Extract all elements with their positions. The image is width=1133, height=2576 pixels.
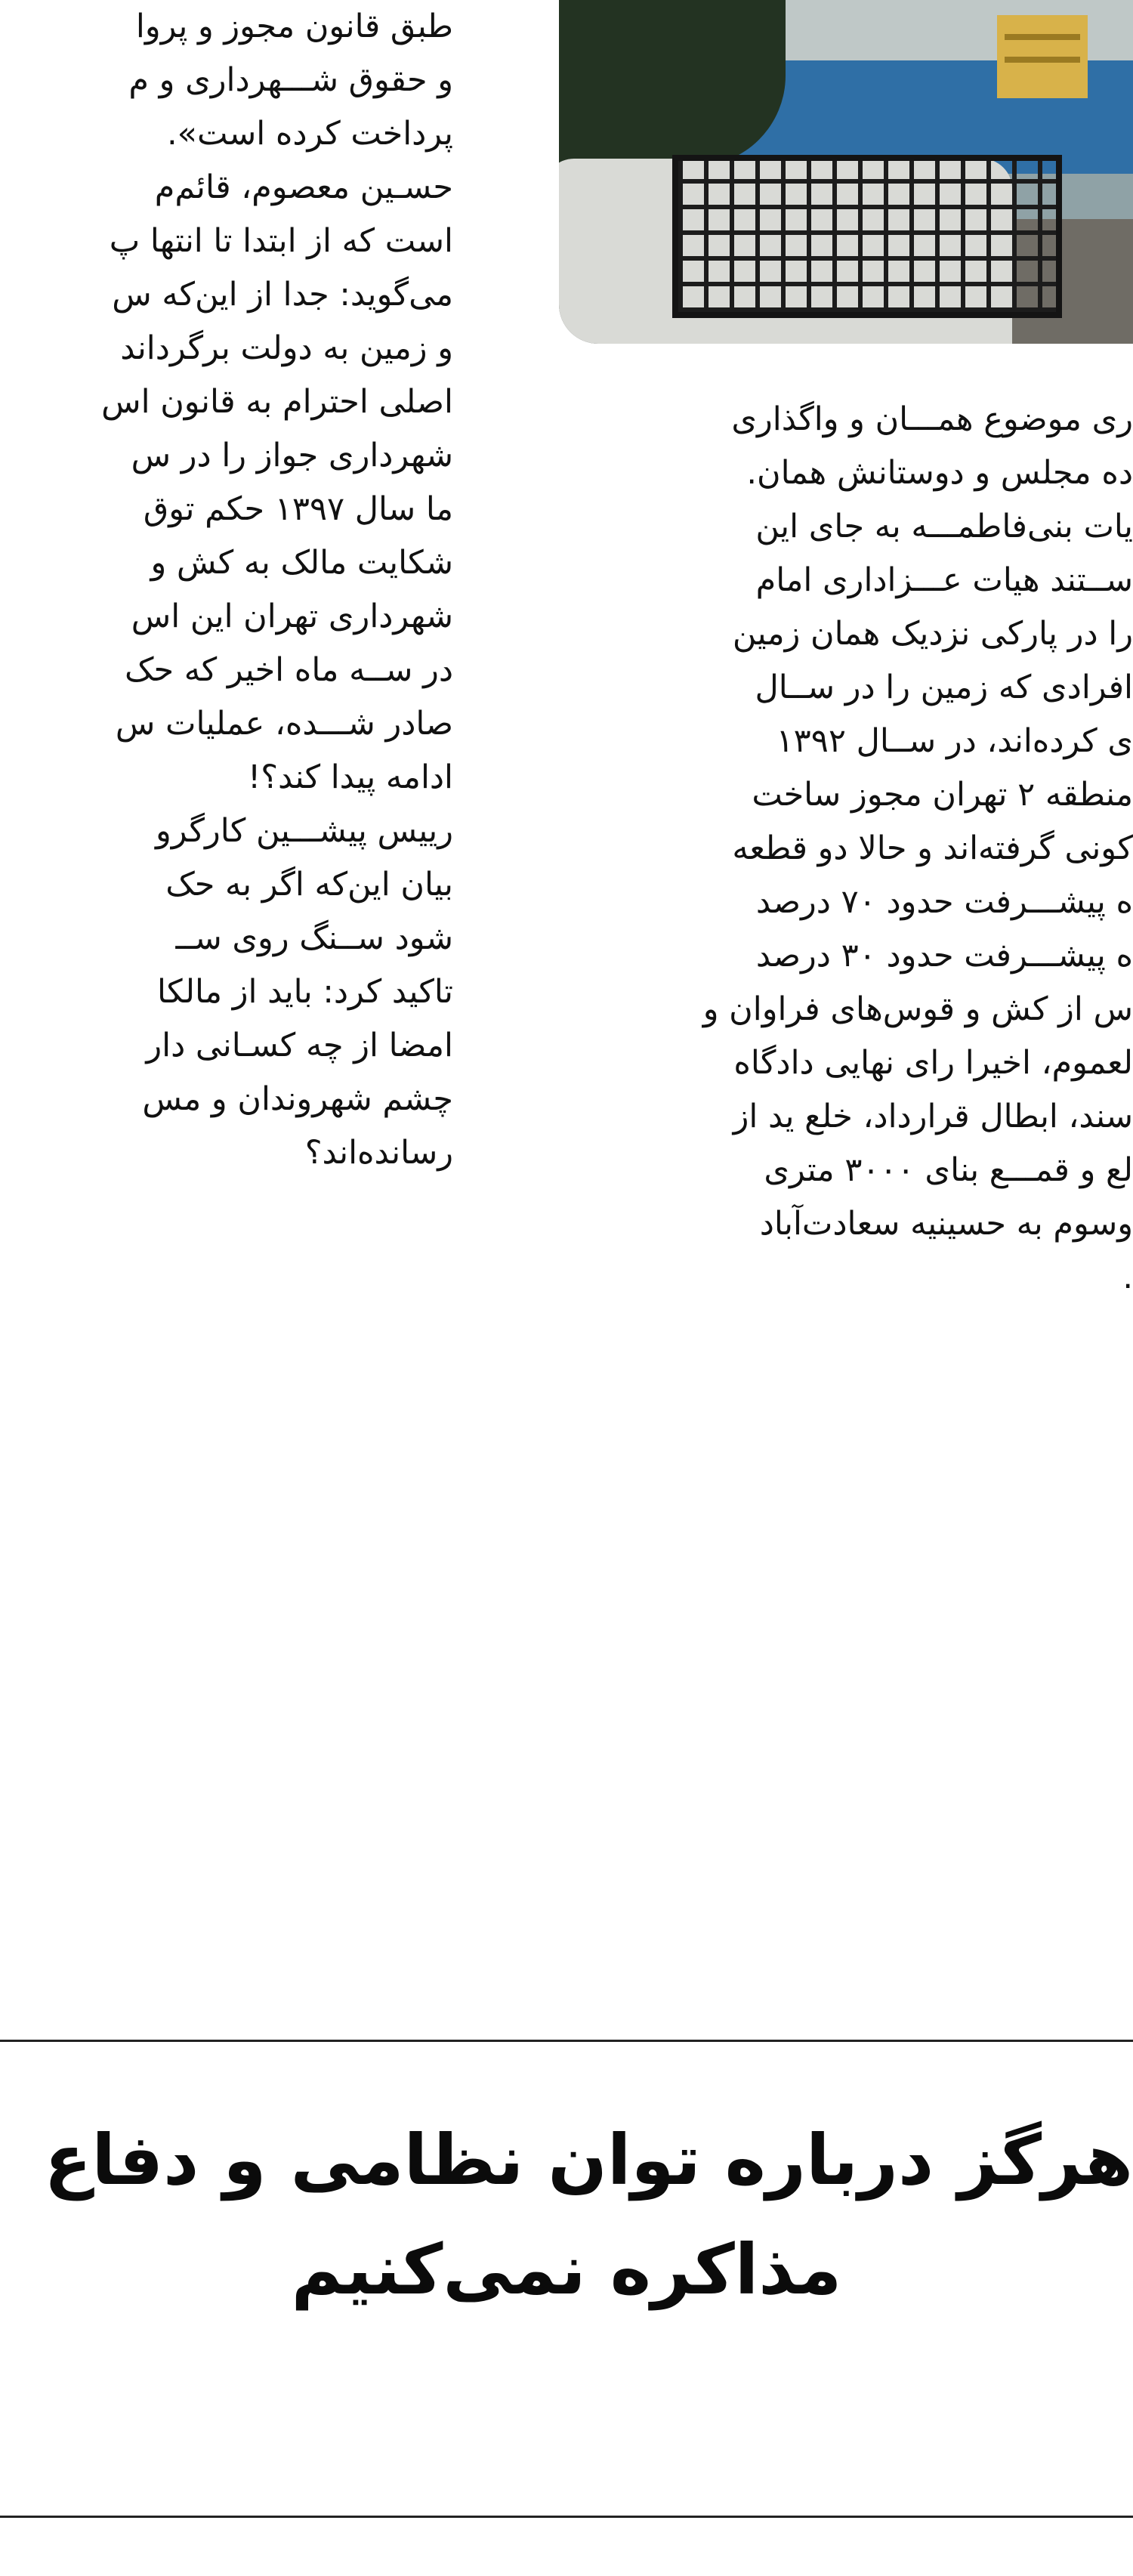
text-line: و حقوق شـــهرداری و م: [128, 61, 453, 99]
text-line: منطقه ۲ تهران مجوز ساخت: [752, 776, 1133, 814]
text-line: ســتند هیات عـــزاداری امام: [755, 561, 1133, 599]
text-line: می‌گوید: جدا از این‌که س: [112, 276, 453, 314]
article-photo: [559, 0, 1133, 344]
text-line: شود ســنگ روی ســ: [175, 919, 453, 957]
text-line: س از کش و قوس‌های فراوان و: [702, 990, 1133, 1028]
text-line: ه پیشـــرفت حدود ۳۰ درصد: [755, 937, 1133, 974]
photo-metal-cage: [672, 155, 1062, 318]
text-line: تاکید کرد: باید از مالکا: [157, 973, 453, 1011]
text-line: رسانده‌اند؟: [304, 1134, 453, 1172]
text-line: ادامه پیدا کند؟!: [247, 758, 453, 796]
text-line: ه پیشـــرفت حدود ۷۰ درصد: [755, 883, 1133, 921]
article-column-right: [544, 393, 1133, 1305]
section-divider-bottom: [0, 2516, 1133, 2518]
text-line: صادر شـــده، عملیات س: [115, 705, 453, 743]
headline-line-1: هرگز درباره توان نظامی و دفاع: [44, 2120, 1133, 2201]
text-line: شهرداری تهران این اس: [131, 598, 453, 635]
section-divider-top: [0, 2040, 1133, 2042]
text-line: شکایت مالک به کش و: [150, 544, 453, 582]
text-line: چشم شهروندان و مس: [142, 1080, 453, 1118]
text-line: طبق قانون مجوز و پروا: [135, 8, 453, 45]
text-line: حسـین معصوم، قائم‌م: [154, 168, 453, 206]
text-line: و زمین به دولت برگرداند: [120, 329, 453, 367]
text-line: ی کرده‌اند، در ســال ۱۳۹۲: [776, 722, 1133, 760]
article-column-left: [0, 0, 453, 1180]
text-line: ده مجلس و دوستانش همان.: [746, 454, 1133, 492]
text-line: را در پارکی نزدیک همان زمین: [732, 615, 1133, 653]
text-line: اصلی احترام به قانون اس: [101, 383, 453, 421]
text-line: وسوم به حسینیه سعادت‌آباد: [759, 1205, 1133, 1243]
text-line: رییس پیشـــین کارگرو: [156, 812, 453, 850]
text-line: .: [1122, 1259, 1133, 1296]
text-line: شهرداری جواز را در س: [131, 437, 453, 474]
text-line: لعموم، اخیرا رای نهایی دادگاه: [733, 1044, 1133, 1082]
text-line: بیان این‌که اگر به حک: [165, 866, 453, 903]
text-line: است که از ابتدا تا انتها پ: [109, 222, 453, 260]
text-line: ری موضوع همـــان و واگذاری: [731, 400, 1133, 438]
text-line: ما سال ۱۳۹۷ حکم توق: [143, 490, 453, 528]
text-line: کونی گرفته‌اند و حالا دو قطعه: [732, 829, 1133, 867]
text-line: افرادی که زمین را در ســال: [755, 669, 1133, 706]
text-line: سند، ابطال قرارداد، خلع ید از: [733, 1098, 1133, 1135]
text-line: پرداخت کرده است».: [167, 115, 453, 153]
text-line: لع و قمـــع بنای ۳۰۰۰ متری: [764, 1151, 1133, 1189]
text-line: در ســه ماه اخیر که حک: [124, 651, 453, 689]
headline-line-2: مذاکره نمی‌کنیم: [291, 2229, 842, 2310]
text-line: امضا از چه کسـانی دار: [146, 1027, 453, 1064]
text-line: یات بنی‌فاطمـــه به جای این: [755, 508, 1133, 545]
photo-tree: [559, 0, 786, 166]
